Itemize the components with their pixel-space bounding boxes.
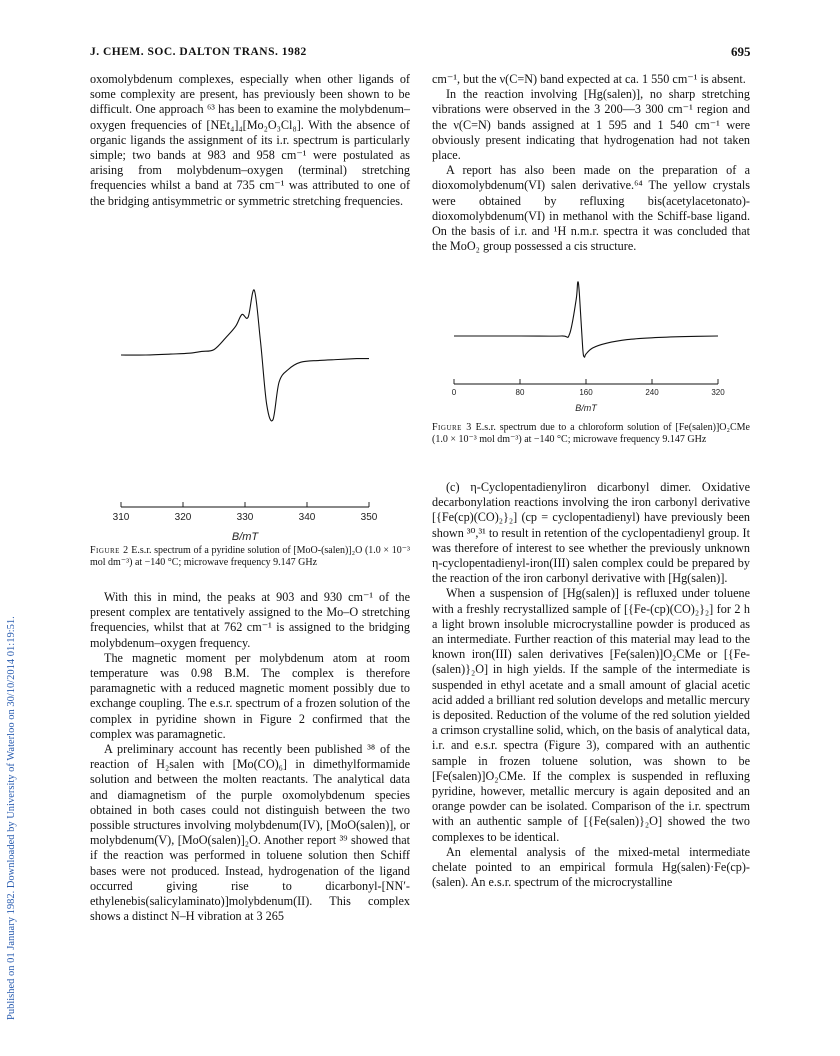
page-number: 695 — [731, 44, 751, 59]
paragraph: In the reaction involving [Hg(salen)], no sharp stretching vibrations were observed in the 3 200—3 300 cm⁻¹ region and the ν(C=N) bands assigned at 1 595 and 1 540 cm⁻¹ were obviously present indicating that hydrogenation had not taken place. — [432, 87, 750, 163]
left-column-top — [90, 72, 410, 209]
paragraph: The magnetic moment per molybdenum atom at room temperature was 0.98 B.M. The complex is therefore paramagnetic with a reduced magnetic moment possibly due to exchange coupling. The e.s.r. spectrum of a frozen solution of the complex in pyridine shown in Figure 2 confirmed that the complex was paramagnetic. — [90, 650, 410, 741]
fig3-ticks — [452, 379, 725, 397]
fig3-x-axis-label: B/mT — [575, 403, 597, 413]
page-header-journal: J. CHEM. SOC. DALTON TRANS. 1982 — [90, 46, 307, 58]
fig2-series-line — [121, 290, 369, 421]
x-tick-label: 80 — [515, 388, 525, 397]
paragraph: When a suspension of [Hg(salen)] is refluxed under toluene with a freshly recrystallized sample of [{Fe-(cp)(CO)₂}₂] for 2 h a light brown insoluble microcrystalline powder is produced as an intermediate. Further reaction of this material may lead to the known iron(III) salen derivatives [Fe(salen)]O₂CMe or [{Fe-(salen)}₂O] in high yields. If the sample of the intermediate is suspended in ethyl acetate and a small amount of glacial acetic acid added a brilliant red solution develops and metallic mercury is deposited. Reduction of the volume of the red solution yielded a crimson crystalline solid, which, on the basis of analytical data, i.r. and e.s.r. spectra (Figure 3), compared with an authentic sample in frozen toluene solution, was shown to be [Fe(salen)]O₂CMe. If the complex is suspended in refluxing pyridine, however, metallic mercury is again deposited and an orange powder can be isolated. Comparison of the i.r. spectrum with an authentic sample of [{Fe(salen)}₂O] showed the two complexes to be identical. — [432, 586, 750, 844]
left-column-bottom — [90, 590, 410, 924]
x-tick-label: 240 — [645, 388, 659, 397]
paragraph: With this in mind, the peaks at 903 and 930 cm⁻¹ of the present complex are tentatively assigned to the Mo–O stretching frequencies, whilst that at 762 cm⁻¹ is assigned to the bridging molybdenum–oxygen frequency. — [90, 590, 410, 650]
figure-2-chart — [105, 255, 425, 545]
x-tick-label: 160 — [579, 388, 593, 397]
right-column-top — [432, 72, 750, 254]
x-tick-label: 340 — [298, 512, 316, 523]
fig2-x-axis-label: B/mT — [231, 531, 259, 543]
x-tick-label: 0 — [451, 388, 457, 397]
figure-3-caption — [432, 422, 750, 445]
paragraph: An elemental analysis of the mixed-metal intermediate chelate pointed to an empirical formula Hg(salen)·Fe(cp)-(salen). An e.s.r. spectrum of the microcrystalline — [432, 844, 750, 890]
figure-2-caption — [90, 545, 410, 568]
x-tick-label: 350 — [360, 512, 378, 523]
figure-2-label: Figure 2 — [90, 545, 129, 556]
right-column-bottom — [432, 480, 750, 890]
figure-3-label: Figure 3 — [432, 422, 472, 433]
x-tick-label: 310 — [112, 512, 130, 523]
paragraph: oxomolybdenum complexes, especially when other ligands of some complexity are present, has previously been shown to be difficult. One approach ⁶³ has been to examine the molybdenum–oxygen frequencies of [NEt₄]₄[Mo₂O₃Cl₈]. With the absence of organic ligands the assignment of its i.r. spectrum is particularly simple; two bands at 983 and 958 cm⁻¹ were postulated as arising from molybdenum–oxygen (terminal) stretching frequencies whilst a band at 735 cm⁻¹ was attributed to one of the bridging antisymmetric or symmetric stretching frequencies. — [90, 72, 410, 208]
paragraph: A preliminary account has recently been published ³⁸ of the reaction of H₂salen with [Mo(CO)₆] in dimethylformamide solution and between the molten reactants. The analytical data and diamagnetism of the purple oxomolybdenum species obtained in both cases could not distinguish between the two possible structures involving molybdenum(IV), [MoO(salen)], or molybdenum(V), [MoO(salen)]₂O. Another report ³⁹ showed that if the reaction was performed in toluene solution then Schiff bases were not produced. Instead, hydrogenation of the ligand occurred giving rise to dicarbonyl-[NN′-ethylenebis(salicylaminato)]molybdenum(II). This complex shows a distinct N–H vibration at 3 265 — [90, 742, 410, 924]
figure-3-caption-text: E.s.r. spectrum due to a chloroform solution of [Fe(salen)]O₂CMe (1.0 × 10⁻³ mol dm⁻³) at −140 °C; microwave frequency 9.147 GHz — [432, 422, 750, 445]
paragraph: A report has also been made on the preparation of a dioxomolybdenum(VI) salen derivative.⁶⁴ The yellow crystals were obtained by refluxing bis(acetylacetonato)-dioxomolybdenum(VI) in methanol with the Schiff-base ligand. On the basis of i.r. and ¹H n.m.r. spectra it was concluded that the MoO₂ group possessed a cis structure. — [432, 163, 750, 254]
figure-3-chart — [446, 268, 746, 418]
paragraph: (c) η-Cyclopentadienyliron dicarbonyl dimer. Oxidative decarbonylation reactions involving the iron carbonyl derivative [{Fe(cp)(CO)₂}₂] (cp = cyclopentadienyl) have previously been shown ³⁰,³¹ to result in retention of the cyclopentadienyl group. It was therefore of interest to see whether the previously unknown η-cyclopentadienyl-iron(III) salen complex could be prepared by the reaction of the iron carbonyl derivative with [Hg(salen)]. — [432, 480, 750, 586]
paragraph: cm⁻¹, but the ν(C=N) band expected at ca. 1 550 cm⁻¹ is absent. — [432, 72, 746, 86]
fig3-series-line — [454, 282, 718, 357]
x-tick-label: 320 — [174, 512, 192, 523]
x-tick-label: 320 — [711, 388, 725, 397]
figure-2-caption-text: E.s.r. spectrum of a pyridine solution of [MoO-(salen)]₂O (1.0 × 10⁻³ mol dm⁻³) at −140 °C; microwave frequency 9.147 GHz — [90, 545, 410, 568]
download-watermark[interactable]: Published on 01 January 1982. Downloaded by University of Waterloo on 30/10/2014 01:19:51. — [6, 616, 17, 1020]
fig2-ticks — [113, 502, 378, 523]
x-tick-label: 330 — [236, 512, 254, 523]
